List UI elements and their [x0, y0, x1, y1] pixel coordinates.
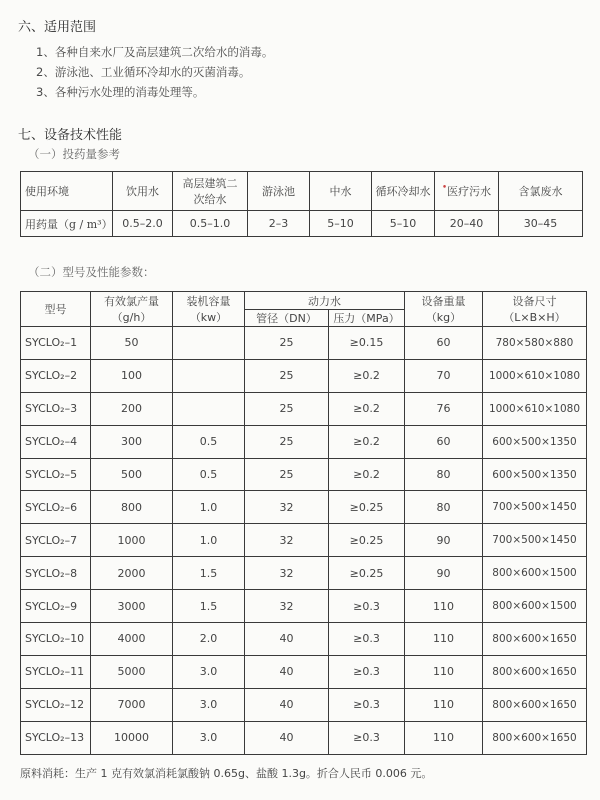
spec-cell-pipe: 32 — [245, 557, 329, 590]
table-row — [21, 721, 587, 754]
spec-cell-pressure: ≥0.2 — [329, 359, 405, 392]
spec-cell-model: SYCLO₂–13 — [21, 721, 91, 754]
spec-cell-power — [173, 327, 245, 360]
spec-cell-weight: 70 — [405, 359, 483, 392]
spec-cell-weight: 76 — [405, 392, 483, 425]
spec-cell-pipe: 25 — [245, 327, 329, 360]
spec-cell-output: 2000 — [91, 557, 173, 590]
spec-header-output: 有效氯产量（g/h） — [91, 292, 173, 327]
dosage-header-medical — [435, 172, 499, 211]
spec-cell-pressure: ≥0.25 — [329, 524, 405, 557]
dosage-value: 20–40 — [435, 211, 499, 237]
dosage-value: 2–3 — [248, 211, 310, 237]
spec-cell-weight: 80 — [405, 458, 483, 491]
table-row — [21, 458, 587, 491]
spec-cell-output: 50 — [91, 327, 173, 360]
spec-cell-output: 500 — [91, 458, 173, 491]
table-row — [21, 623, 587, 656]
table-row — [21, 425, 587, 458]
spec-cell-model: SYCLO₂–6 — [21, 491, 91, 524]
spec-cell-power — [173, 359, 245, 392]
material-consumption-note: 原料消耗：生产 1 克有效氯消耗氯酸钠 0.65g、盐酸 1.3g。折合人民币 0.006 元。 — [20, 767, 433, 780]
section-7-title: 七、设备技术性能 — [18, 128, 123, 143]
spec-cell-pressure: ≥0.3 — [329, 721, 405, 754]
spec-cell-pipe: 40 — [245, 623, 329, 656]
spec-cell-size: 800×600×1650 — [483, 655, 587, 688]
table-row — [21, 557, 587, 590]
table-row — [21, 327, 587, 360]
spec-cell-size: 600×500×1350 — [483, 425, 587, 458]
dosage-header-env: 使用环境 — [21, 172, 113, 211]
spec-cell-power: 3.0 — [173, 655, 245, 688]
spec-header-size: 设备尺寸（L×B×H） — [483, 292, 587, 327]
spec-cell-weight: 110 — [405, 590, 483, 623]
spec-cell-size: 1000×610×1080 — [483, 392, 587, 425]
spec-cell-power: 1.5 — [173, 590, 245, 623]
spec-header-water: 动力水 — [245, 292, 405, 310]
spec-cell-size: 600×500×1350 — [483, 458, 587, 491]
spec-cell-pipe: 25 — [245, 458, 329, 491]
dosage-value: 5–10 — [372, 211, 435, 237]
spec-cell-size: 700×500×1450 — [483, 491, 587, 524]
spec-cell-pressure: ≥0.3 — [329, 655, 405, 688]
spec-cell-size: 800×600×1650 — [483, 623, 587, 656]
spec-cell-model: SYCLO₂–11 — [21, 655, 91, 688]
spec-cell-pipe: 25 — [245, 359, 329, 392]
spec-cell-pressure: ≥0.25 — [329, 491, 405, 524]
spec-cell-model: SYCLO₂–9 — [21, 590, 91, 623]
spec-cell-output: 10000 — [91, 721, 173, 754]
spec-cell-pipe: 40 — [245, 688, 329, 721]
spec-cell-weight: 90 — [405, 524, 483, 557]
dosage-header-medical-label: 医疗污水 — [447, 185, 492, 198]
spec-cell-power — [173, 392, 245, 425]
dosage-header-drinking: 饮用水 — [113, 172, 173, 211]
spec-cell-weight: 60 — [405, 425, 483, 458]
spec-cell-pipe: 40 — [245, 655, 329, 688]
spec-subtitle: （二）型号及性能参数： — [28, 265, 155, 279]
spec-table — [20, 291, 587, 755]
section-6-item-1: 1、各种自来水厂及高层建筑二次给水的消毒。 — [36, 45, 274, 59]
spec-cell-output: 200 — [91, 392, 173, 425]
dosage-header-chlorine: 含氯废水 — [499, 172, 583, 211]
spec-cell-pressure: ≥0.2 — [329, 392, 405, 425]
spec-cell-output: 1000 — [91, 524, 173, 557]
spec-header-pipe: 管径（DN） — [245, 310, 329, 327]
spec-cell-weight: 60 — [405, 327, 483, 360]
spec-cell-weight: 90 — [405, 557, 483, 590]
dosage-value-row — [21, 211, 583, 237]
spec-cell-weight: 110 — [405, 721, 483, 754]
spec-cell-size: 800×600×1650 — [483, 721, 587, 754]
spec-cell-weight: 110 — [405, 688, 483, 721]
dosage-header-pool: 游泳池 — [248, 172, 310, 211]
dosage-header-reclaimed: 中水 — [310, 172, 372, 211]
spec-cell-pipe: 25 — [245, 425, 329, 458]
dosage-value: 30–45 — [499, 211, 583, 237]
spec-cell-power: 3.0 — [173, 721, 245, 754]
spec-header-pressure: 压力（MPa） — [329, 310, 405, 327]
table-row — [21, 392, 587, 425]
spec-cell-size: 800×600×1650 — [483, 688, 587, 721]
spec-cell-pipe: 32 — [245, 590, 329, 623]
spec-cell-output: 4000 — [91, 623, 173, 656]
spec-cell-power: 1.0 — [173, 524, 245, 557]
spec-cell-model: SYCLO₂–5 — [21, 458, 91, 491]
spec-header-model: 型号 — [21, 292, 91, 327]
spec-cell-power: 0.5 — [173, 425, 245, 458]
spec-cell-size: 800×600×1500 — [483, 590, 587, 623]
table-row — [21, 655, 587, 688]
spec-cell-pressure: ≥0.2 — [329, 458, 405, 491]
spec-cell-pressure: ≥0.2 — [329, 425, 405, 458]
spec-cell-pipe: 32 — [245, 491, 329, 524]
spec-cell-power: 1.0 — [173, 491, 245, 524]
spec-cell-model: SYCLO₂–8 — [21, 557, 91, 590]
table-row — [21, 688, 587, 721]
dosage-value: 0.5–2.0 — [113, 211, 173, 237]
spec-cell-size: 1000×610×1080 — [483, 359, 587, 392]
dosage-value: 5–10 — [310, 211, 372, 237]
spec-cell-model: SYCLO₂–4 — [21, 425, 91, 458]
section-6-title: 六、适用范围 — [18, 20, 97, 35]
spec-cell-model: SYCLO₂–2 — [21, 359, 91, 392]
spec-cell-model: SYCLO₂–12 — [21, 688, 91, 721]
spec-cell-pressure: ≥0.3 — [329, 688, 405, 721]
spec-table-body — [21, 327, 587, 755]
spec-cell-pipe: 40 — [245, 721, 329, 754]
spec-cell-pressure: ≥0.3 — [329, 590, 405, 623]
table-row — [21, 524, 587, 557]
dosage-header-row — [21, 172, 583, 211]
table-row — [21, 359, 587, 392]
section-6-item-2: 2、游泳池、工业循环冷却水的灭菌消毒。 — [36, 65, 251, 79]
spec-cell-power: 0.5 — [173, 458, 245, 491]
dosage-value: 0.5–1.0 — [173, 211, 248, 237]
spec-cell-output: 300 — [91, 425, 173, 458]
spec-header-power: 装机容量（kw） — [173, 292, 245, 327]
spec-cell-pipe: 25 — [245, 392, 329, 425]
spec-cell-size: 800×600×1500 — [483, 557, 587, 590]
spec-header-weight: 设备重量（kg） — [405, 292, 483, 327]
section-6-item-3: 3、各种污水处理的消毒处理等。 — [36, 85, 205, 99]
spec-cell-size: 700×500×1450 — [483, 524, 587, 557]
dosage-header-cooling: 循环冷却水 — [372, 172, 435, 211]
spec-cell-size: 780×580×880 — [483, 327, 587, 360]
spec-cell-output: 5000 — [91, 655, 173, 688]
spec-cell-pressure: ≥0.15 — [329, 327, 405, 360]
table-row — [21, 491, 587, 524]
spec-cell-model: SYCLO₂–3 — [21, 392, 91, 425]
spec-cell-model: SYCLO₂–1 — [21, 327, 91, 360]
dosage-header-highrise: 高层建筑二次给水 — [173, 172, 248, 211]
spec-cell-model: SYCLO₂–7 — [21, 524, 91, 557]
table-row — [21, 590, 587, 623]
spec-header-row — [21, 292, 587, 310]
spec-cell-weight: 80 — [405, 491, 483, 524]
spec-cell-power: 2.0 — [173, 623, 245, 656]
spec-cell-pressure: ≥0.3 — [329, 623, 405, 656]
spec-cell-power: 3.0 — [173, 688, 245, 721]
spec-cell-weight: 110 — [405, 655, 483, 688]
spec-cell-output: 100 — [91, 359, 173, 392]
spec-cell-output: 3000 — [91, 590, 173, 623]
spec-cell-power: 1.5 — [173, 557, 245, 590]
dosage-subtitle: （一）投药量参考 — [28, 147, 120, 161]
spec-cell-output: 7000 — [91, 688, 173, 721]
spec-cell-output: 800 — [91, 491, 173, 524]
dosage-row-label: 用药量（g / m³） — [21, 211, 113, 237]
spec-cell-weight: 110 — [405, 623, 483, 656]
red-dot-mark: • — [441, 183, 448, 193]
spec-cell-pipe: 32 — [245, 524, 329, 557]
spec-cell-pressure: ≥0.25 — [329, 557, 405, 590]
spec-cell-model: SYCLO₂–10 — [21, 623, 91, 656]
dosage-table — [20, 171, 583, 237]
